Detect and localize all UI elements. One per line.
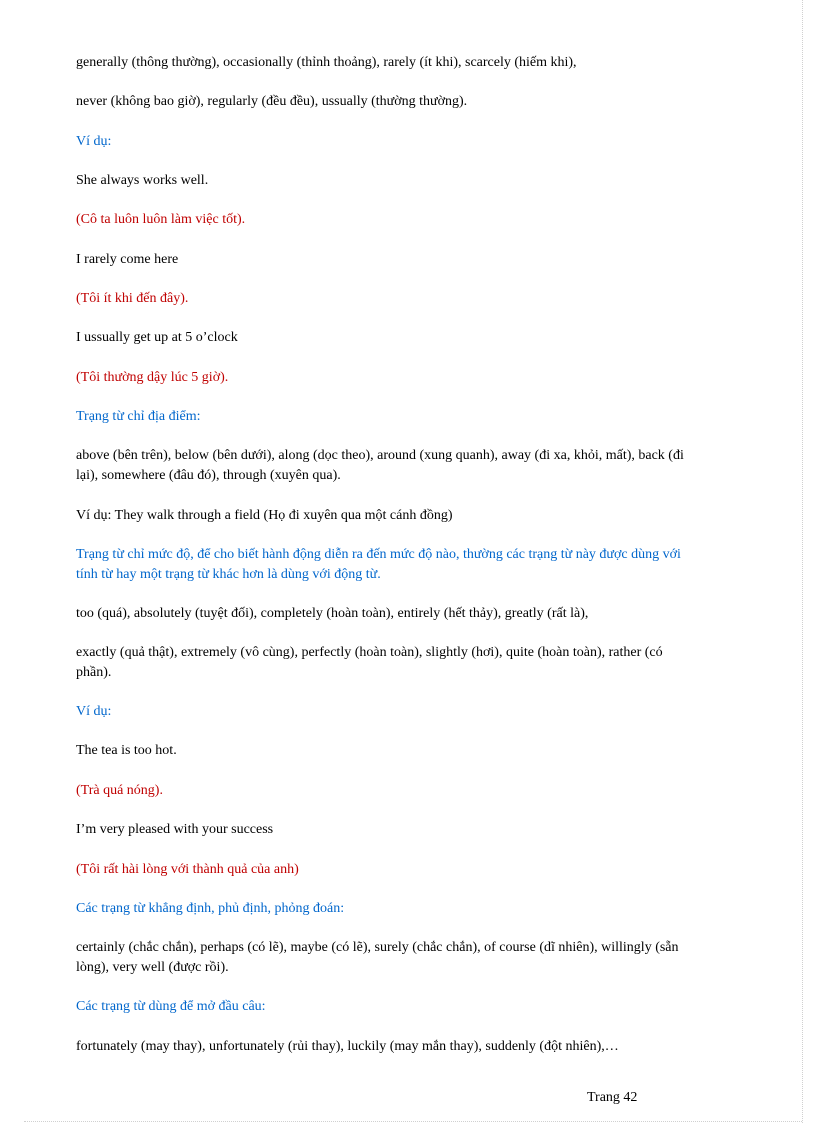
section-heading-sentence-opening-adverbs: Các trạng từ dùng để mở đầu câu: — [76, 999, 266, 1014]
example-sentence: She always works well. — [76, 173, 209, 188]
page-number: Trang 42 — [587, 1090, 638, 1105]
paragraph-degree-adverbs-1: too (quá), absolutely (tuyệt đối), completely (hoàn toàn), entirely (hết thảy), greatly (rất là), — [76, 606, 589, 621]
example-translation: (Trà quá nóng). — [76, 783, 163, 798]
example-sentence: I ussually get up at 5 o’clock — [76, 330, 238, 345]
example-place-adverb: Ví dụ: They walk through a field (Họ đi xuyên qua một cánh đồng) — [76, 508, 453, 523]
example-heading: Ví dụ: — [76, 134, 112, 149]
page-border-bottom — [24, 1121, 802, 1122]
section-heading-affirmation-adverbs: Các trạng từ khẳng định, phủ định, phỏng đoán: — [76, 901, 345, 916]
paragraph-frequency-adverbs-1: generally (thông thường), occasionally (thỉnh thoảng), rarely (ít khi), scarcely (hiếm khi), — [76, 55, 577, 70]
paragraph-degree-adverbs-2: exactly (quả thật), extremely (vô cùng), perfectly (hoàn toàn), slightly (hơi), quite (hoàn toàn), rather (có phần). — [76, 645, 663, 680]
section-heading-place-adverbs: Trạng từ chỉ địa điểm: — [76, 409, 201, 424]
example-sentence: I rarely come here — [76, 252, 179, 267]
paragraph-sentence-opening-adverbs: fortunately (may thay), unfortunately (rủi thay), luckily (may mắn thay), suddenly (đột nhiên),… — [76, 1039, 619, 1054]
example-translation: (Tôi ít khi đến đây). — [76, 291, 189, 306]
example-translation: (Cô ta luôn luôn làm việc tốt). — [76, 212, 246, 227]
paragraph-affirmation-adverbs: certainly (chắc chắn), perhaps (có lẽ), maybe (có lẽ), surely (chắc chắn), of course (dĩ nhiên), willingly (sẵn lòng), very well (được rồi). — [76, 940, 679, 975]
page-border-right — [802, 0, 803, 1123]
section-heading-degree-adverbs: Trạng từ chỉ mức độ, để cho biết hành động diễn ra đến mức độ nào, thường các trạng từ này được dùng với tính từ hay một trạng từ khác hơn là dùng với động từ. — [76, 547, 681, 582]
example-translation: (Tôi rất hài lòng với thành quả của anh) — [76, 862, 299, 877]
paragraph-place-adverbs: above (bên trên), below (bên dưới), along (dọc theo), around (xung quanh), away (đi xa, khỏi, mất), back (đi lại), somewhere (đâu đó), through (xuyên qua). — [76, 448, 684, 483]
example-sentence: I’m very pleased with your success — [76, 822, 274, 837]
example-heading: Ví dụ: — [76, 704, 112, 719]
paragraph-frequency-adverbs-2: never (không bao giờ), regularly (đều đều), ussually (thường thường). — [76, 94, 468, 109]
example-sentence: The tea is too hot. — [76, 743, 177, 758]
example-translation: (Tôi thường dậy lúc 5 giờ). — [76, 370, 229, 385]
